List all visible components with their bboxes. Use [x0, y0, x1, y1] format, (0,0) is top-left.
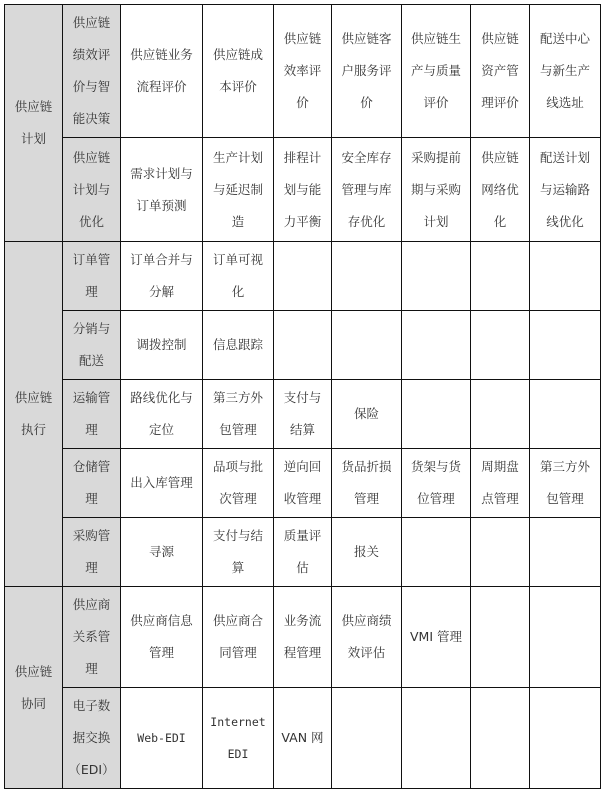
- table-cell: 供应商合同管理: [203, 587, 274, 688]
- table-cell: Internet EDI: [203, 688, 274, 789]
- table-cell: [471, 380, 530, 449]
- table-cell: [471, 587, 530, 688]
- table-cell: [402, 311, 471, 380]
- table-cell: [274, 311, 332, 380]
- category-supply-chain-planning: 供应链计划: [5, 5, 63, 242]
- table-row: [5, 587, 601, 688]
- table-cell: [471, 518, 530, 587]
- table-cell: [402, 688, 471, 789]
- table-cell: 供应链业务流程评价: [121, 5, 203, 138]
- table-cell: 采购提前期与采购计划: [402, 138, 471, 242]
- table-cell: 配送中心与新生产线选址: [530, 5, 601, 138]
- table-cell: Web-EDI: [121, 688, 203, 789]
- table-cell: [402, 242, 471, 311]
- table-cell: [471, 311, 530, 380]
- table-cell: 安全库存管理与库存优化: [332, 138, 402, 242]
- table-cell: [530, 380, 601, 449]
- table-cell: [530, 518, 601, 587]
- table-cell: 报关: [332, 518, 402, 587]
- table-cell: 业务流程管理: [274, 587, 332, 688]
- table-row: [5, 518, 601, 587]
- table-cell: 第三方外包管理: [530, 449, 601, 518]
- table-cell: 排程计划与能力平衡: [274, 138, 332, 242]
- table-cell: [402, 518, 471, 587]
- table-cell: 供应链成本评价: [203, 5, 274, 138]
- table-cell: [530, 311, 601, 380]
- supply-chain-function-table: [4, 4, 601, 789]
- subcategory-order-management: 订单管理: [63, 242, 121, 311]
- table-cell: 出入库管理: [121, 449, 203, 518]
- subcategory-transport-management: 运输管理: [63, 380, 121, 449]
- table-cell: 路线优化与定位: [121, 380, 203, 449]
- table-cell: 供应链网络优化: [471, 138, 530, 242]
- table-cell: 信息跟踪: [203, 311, 274, 380]
- table-cell: 质量评估: [274, 518, 332, 587]
- table-cell: [332, 311, 402, 380]
- table-cell: 支付与结算: [203, 518, 274, 587]
- table-cell: VMI 管理: [402, 587, 471, 688]
- category-supply-chain-execution: 供应链执行: [5, 242, 63, 587]
- table-cell: 供应链生产与质量评价: [402, 5, 471, 138]
- category-supply-chain-collaboration: 供应链协同: [5, 587, 63, 789]
- table-row: [5, 138, 601, 242]
- table-cell: 需求计划与订单预测: [121, 138, 203, 242]
- table-row: [5, 380, 601, 449]
- subcategory-performance-evaluation: 供应链绩效评价与智能决策: [63, 5, 121, 138]
- table-cell: 配送计划与运输路线优化: [530, 138, 601, 242]
- table-cell: 供应链资产管理评价: [471, 5, 530, 138]
- table-cell: 订单可视化: [203, 242, 274, 311]
- table-cell: 调拨控制: [121, 311, 203, 380]
- table-row: [5, 311, 601, 380]
- table-cell: [471, 688, 530, 789]
- table-row: [5, 5, 601, 138]
- table-cell: 寻源: [121, 518, 203, 587]
- table-cell: [471, 242, 530, 311]
- table-cell: 供应链客户服务评价: [332, 5, 402, 138]
- table-cell: 供应商绩效评估: [332, 587, 402, 688]
- subcategory-procurement-management: 采购管理: [63, 518, 121, 587]
- table-cell: [530, 242, 601, 311]
- table-cell: 订单合并与分解: [121, 242, 203, 311]
- table-cell: [332, 688, 402, 789]
- table-cell: 第三方外包管理: [203, 380, 274, 449]
- table-cell: 货品折损管理: [332, 449, 402, 518]
- table-cell: VAN 网: [274, 688, 332, 789]
- subcategory-warehouse-management: 仓储管理: [63, 449, 121, 518]
- subcategory-distribution: 分销与配送: [63, 311, 121, 380]
- table-cell: 保险: [332, 380, 402, 449]
- table-cell: 品项与批次管理: [203, 449, 274, 518]
- table-cell: [530, 587, 601, 688]
- table-cell: 支付与结算: [274, 380, 332, 449]
- table-cell: [332, 242, 402, 311]
- table-row: [5, 242, 601, 311]
- subcategory-edi: 电子数据交换（EDI）: [63, 688, 121, 789]
- table-row: [5, 688, 601, 789]
- subcategory-planning-optimization: 供应链计划与优化: [63, 138, 121, 242]
- table-cell: 供应链效率评价: [274, 5, 332, 138]
- table-row: [5, 449, 601, 518]
- table-cell: [274, 242, 332, 311]
- table-cell: 生产计划与延迟制造: [203, 138, 274, 242]
- table-cell: 货架与货位管理: [402, 449, 471, 518]
- subcategory-supplier-relationship: 供应商关系管理: [63, 587, 121, 688]
- table-cell: [530, 688, 601, 789]
- table-cell: 周期盘点管理: [471, 449, 530, 518]
- table-cell: [402, 380, 471, 449]
- table-cell: 逆向回收管理: [274, 449, 332, 518]
- table-cell: 供应商信息管理: [121, 587, 203, 688]
